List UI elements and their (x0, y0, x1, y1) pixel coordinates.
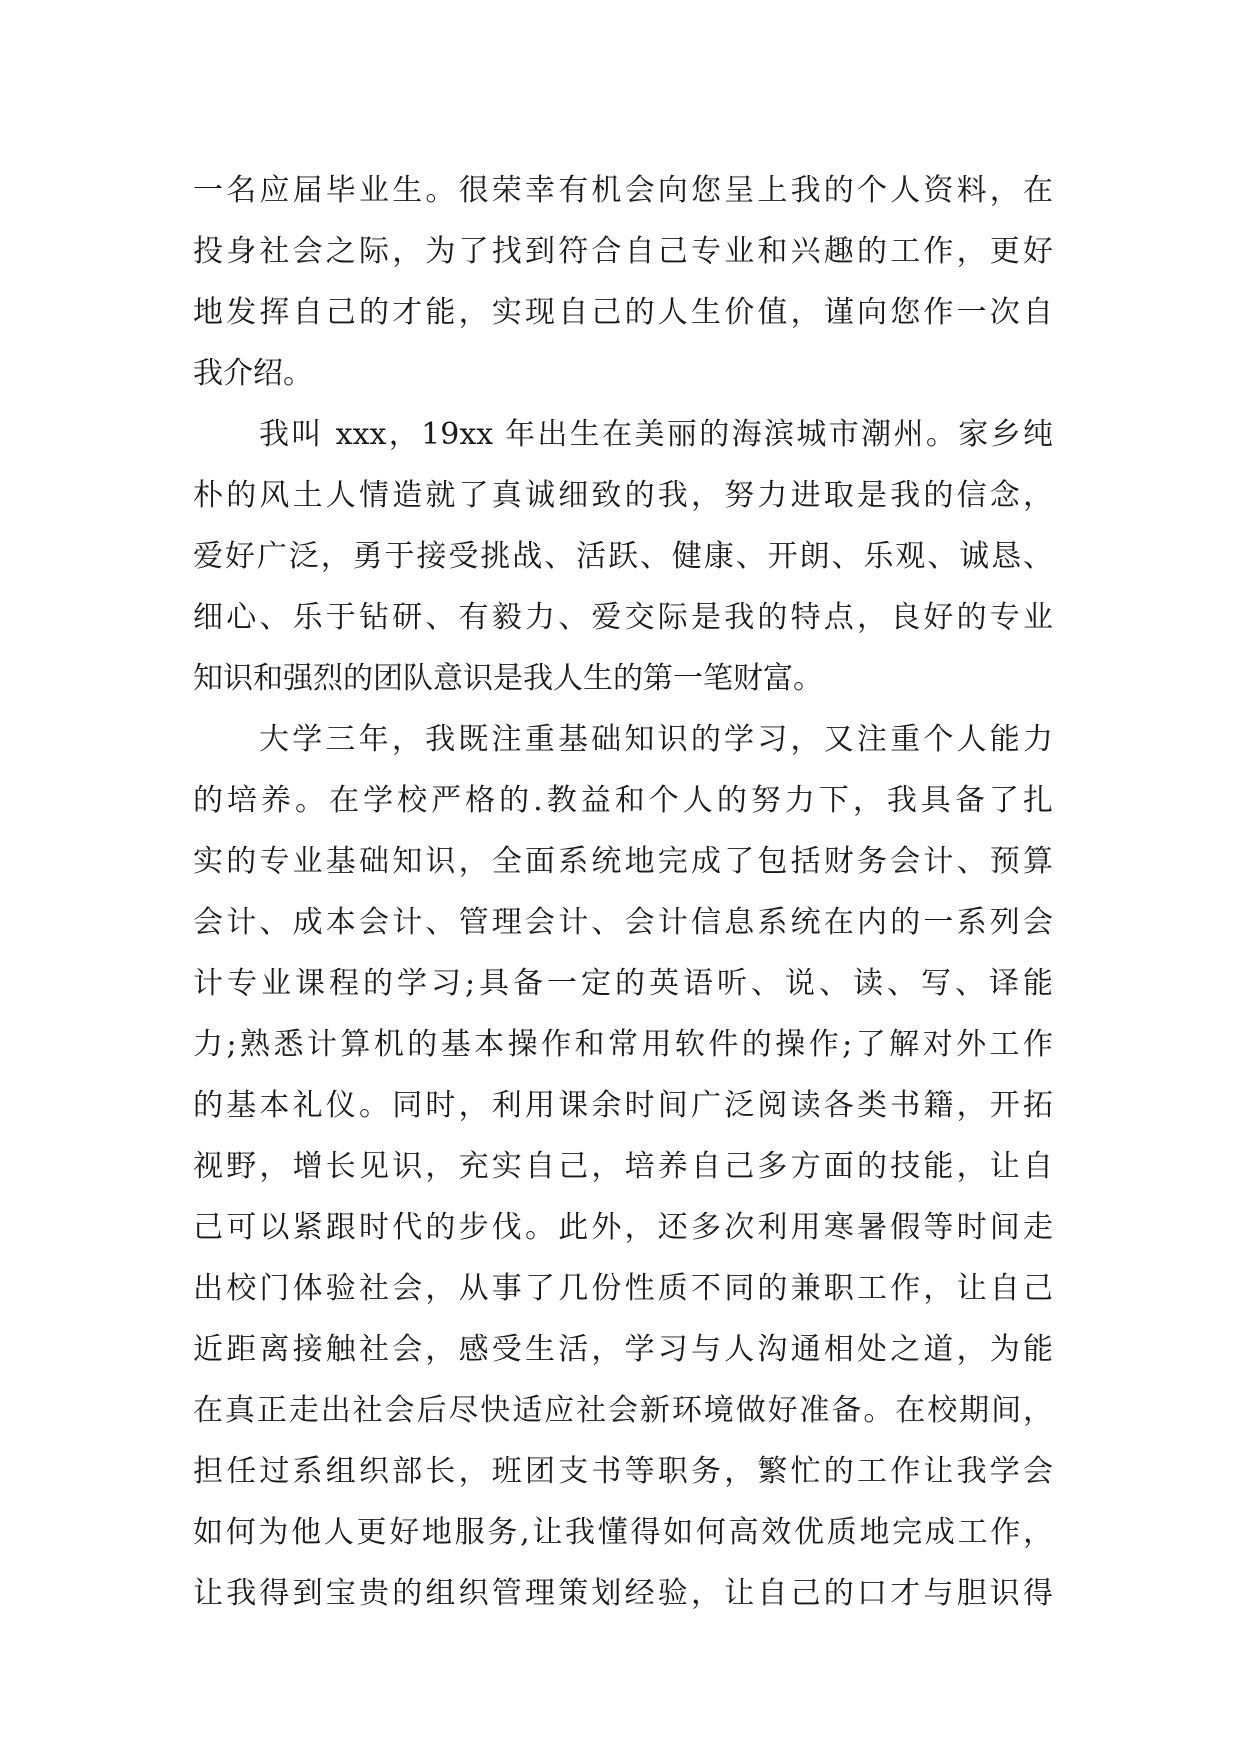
text-line: 朴的风土人情造就了真诚细致的我，努力进取是我的信念， (193, 478, 1053, 513)
text-line: 一名应届毕业生。很荣幸有机会向您呈上我的个人资料，在 (193, 173, 1053, 208)
text-line: 力;熟悉计算机的基本操作和常用软件的操作;了解对外工作 (193, 1027, 1053, 1062)
text-line: 己可以紧跟时代的步伐。此外，还多次利用寒暑假等时间走 (193, 1210, 1053, 1245)
text-line: 近距离接触社会，感受生活，学习与人沟通相处之道，为能 (193, 1332, 1053, 1367)
text-line: 地发挥自己的才能，实现自己的人生价值，谨向您作一次自 (193, 295, 1053, 330)
text-line: 知识和强烈的团队意识是我人生的第一笔财富。 (193, 661, 823, 696)
text-line: 担任过系组织部长，班团支书等职务，繁忙的工作让我学会 (193, 1454, 1053, 1489)
text-line: 的培养。在学校严格的.教益和个人的努力下，我具备了扎 (193, 783, 1053, 818)
text-line: 大学三年，我既注重基础知识的学习，又注重个人能力 (259, 722, 1053, 757)
text-line: 细心、乐于钻研、有毅力、爱交际是我的特点，良好的专业 (193, 600, 1053, 635)
text-line: 让我得到宝贵的组织管理策划经验，让自己的口才与胆识得 (193, 1576, 1053, 1611)
text-line: 的基本礼仪。同时，利用课余时间广泛阅读各类书籍，开拓 (193, 1088, 1053, 1123)
text-line: 会计、成本会计、管理会计、会计信息系统在内的一系列会 (193, 905, 1053, 940)
text-line: 我介绍。 (193, 356, 313, 391)
text-line: 实的专业基础知识，全面系统地完成了包括财务会计、预算 (193, 844, 1053, 879)
text-line: 投身社会之际，为了找到符合自己专业和兴趣的工作，更好 (193, 234, 1053, 269)
text-line: 计专业课程的学习;具备一定的英语听、说、读、写、译能 (193, 966, 1053, 1001)
document-body (193, 160, 1053, 1624)
text-line: 爱好广泛，勇于接受挑战、活跃、健康、开朗、乐观、诚恳、 (193, 539, 1053, 574)
text-line: 视野，增长见识，充实自己，培养自己多方面的技能，让自 (193, 1149, 1053, 1184)
text-line: 出校门体验社会，从事了几份性质不同的兼职工作，让自己 (193, 1271, 1053, 1306)
text-line: 在真正走出社会后尽快适应社会新环境做好准备。在校期间， (193, 1393, 1053, 1428)
text-line: 如何为他人更好地服务,让我懂得如何高效优质地完成工作， (193, 1515, 1053, 1550)
text-line: 我叫 xxx，19xx 年出生在美丽的海滨城市潮州。家乡纯 (259, 417, 1053, 452)
